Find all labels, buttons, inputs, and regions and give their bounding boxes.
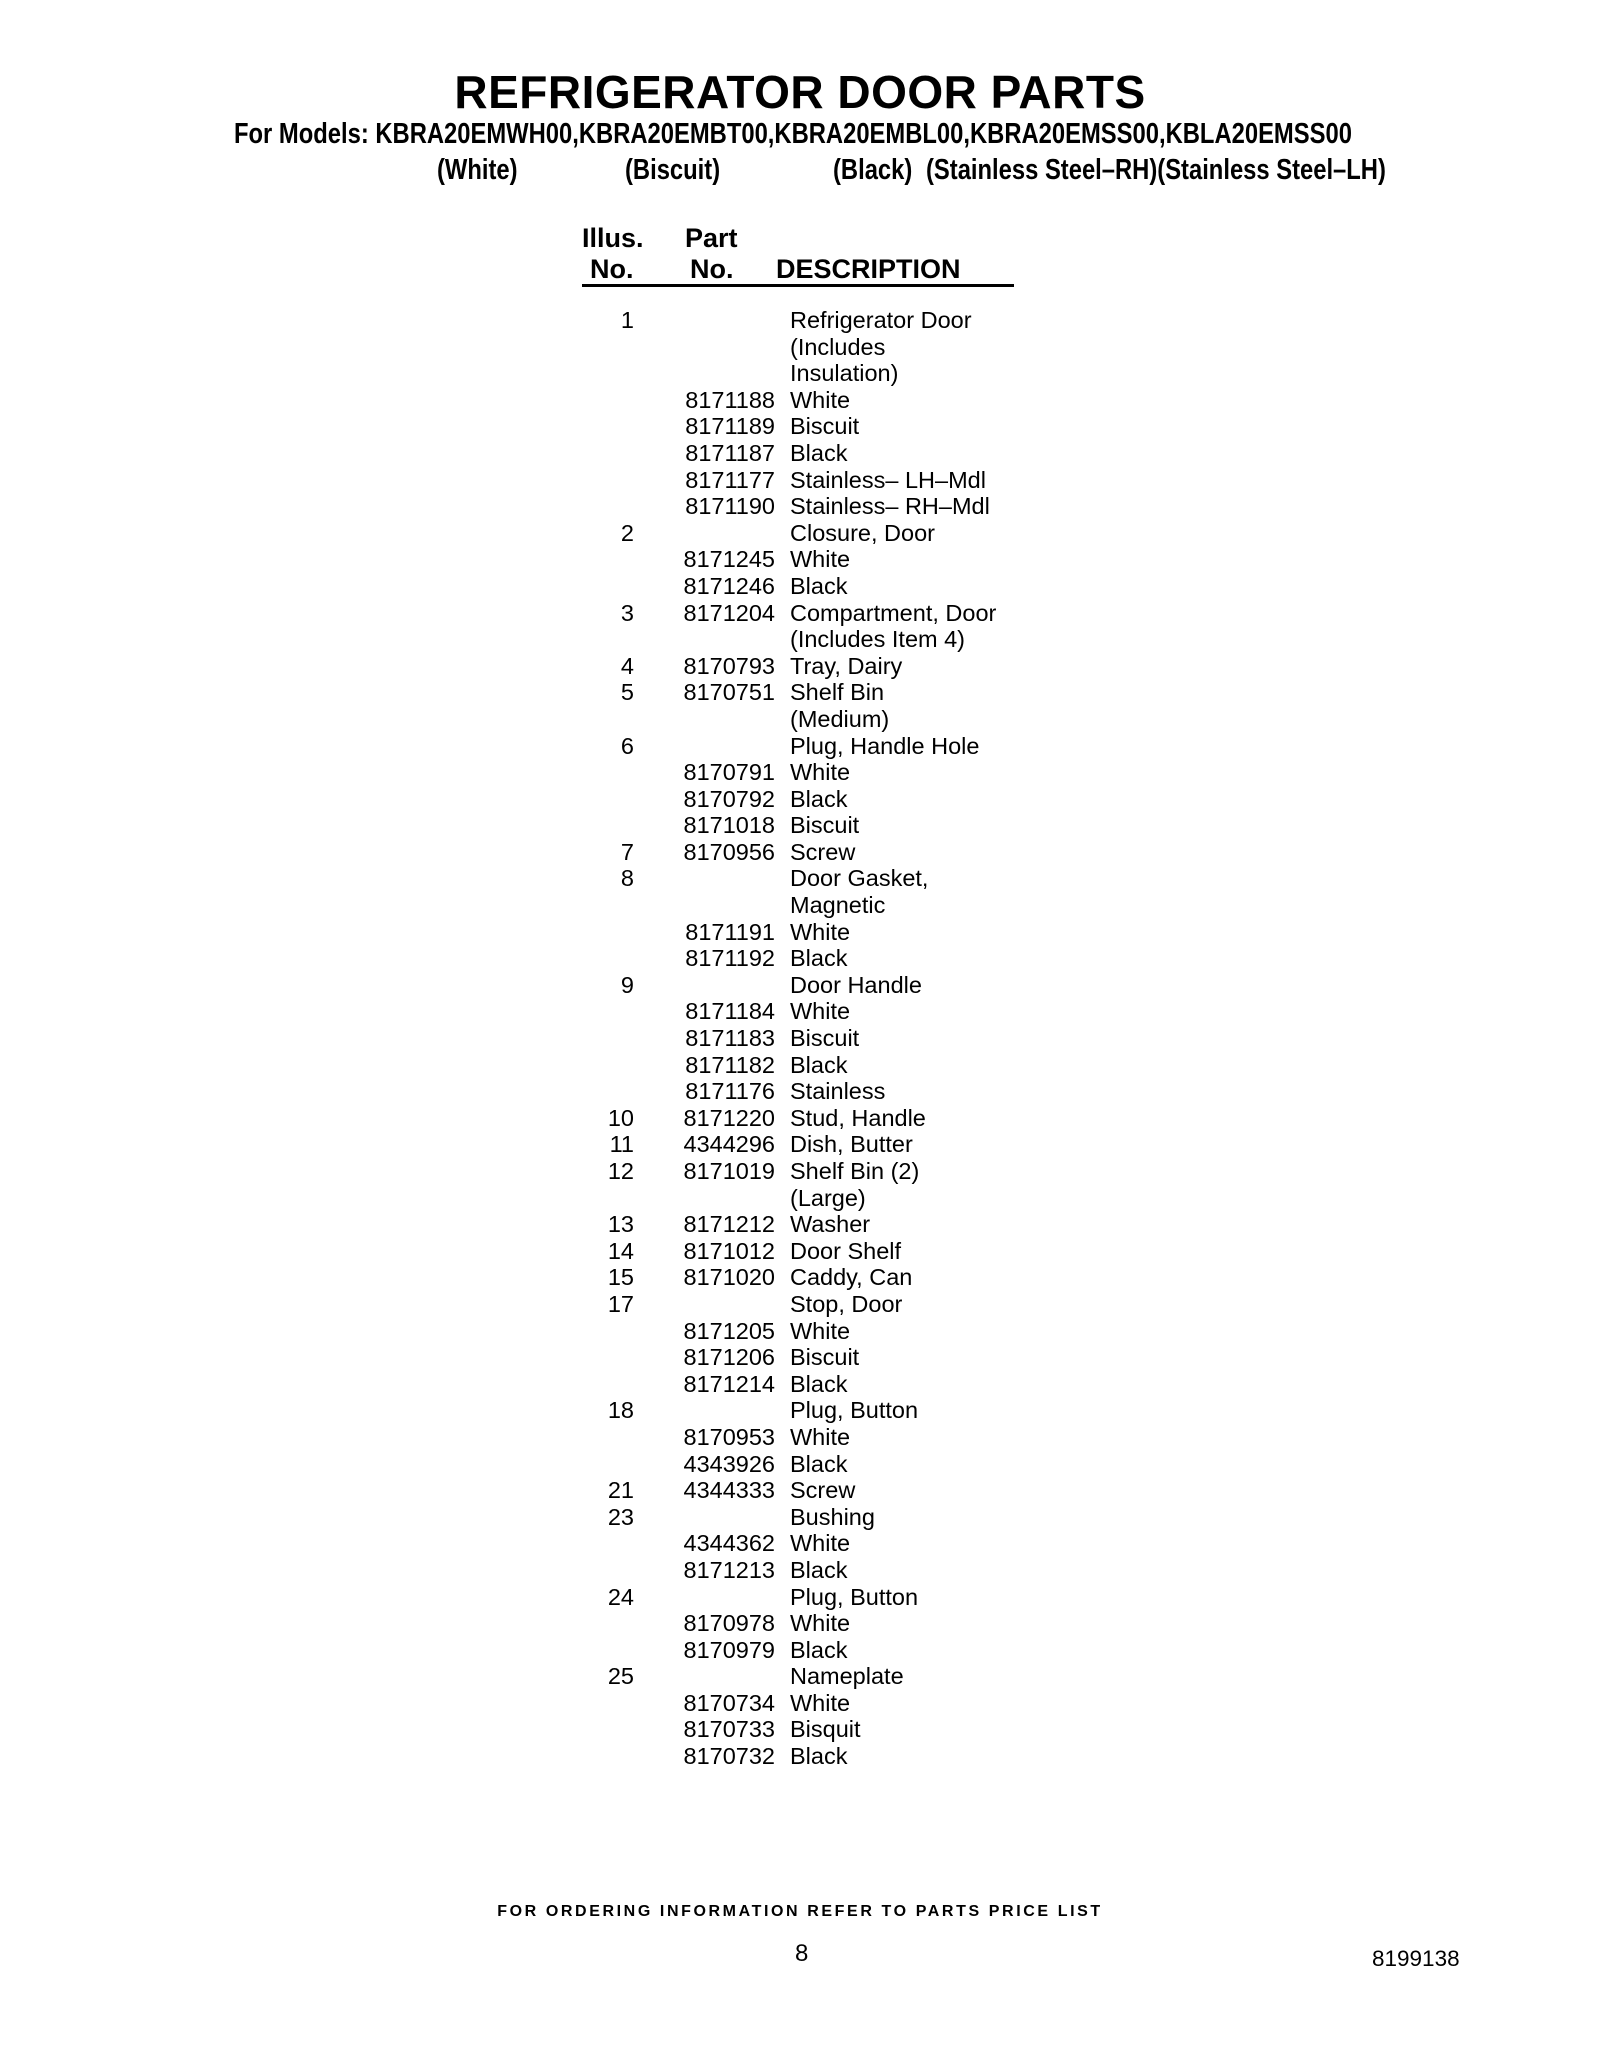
part-description: Black (790, 1450, 848, 1477)
part-description: White (790, 1423, 851, 1450)
illus-number: 21 (607, 1477, 634, 1504)
table-row (0, 972, 1600, 999)
table-row (0, 307, 1600, 334)
illus-number: 17 (607, 1290, 634, 1317)
table-row (0, 467, 1600, 494)
part-number: 8171182 (685, 1051, 775, 1078)
illus-number: 9 (620, 971, 634, 998)
part-number: 8170956 (683, 838, 775, 865)
table-row (0, 440, 1600, 467)
part-number: 4344296 (683, 1131, 775, 1158)
part-number: 8171212 (683, 1211, 775, 1238)
illus-number: 14 (607, 1237, 634, 1264)
part-description: Screw (790, 1477, 856, 1504)
part-description: (Medium) (790, 705, 890, 732)
illus-number: 2 (620, 519, 634, 546)
parts-list (0, 307, 1600, 1770)
part-number: 8171220 (683, 1104, 775, 1131)
part-description: Biscuit (790, 1344, 860, 1371)
table-row (0, 626, 1600, 653)
part-description: (Includes (790, 333, 886, 360)
part-number: 8171020 (683, 1264, 775, 1291)
part-description: Screw (790, 838, 856, 865)
header-rule (582, 284, 1014, 287)
table-row (0, 1211, 1600, 1238)
part-description: Shelf Bin (790, 679, 885, 706)
part-description: Caddy, Can (790, 1264, 913, 1291)
part-number: 8171191 (685, 918, 775, 945)
illus-number: 4 (620, 652, 634, 679)
part-description: Refrigerator Door (790, 307, 972, 333)
part-number: 8170751 (683, 679, 775, 706)
header-description: DESCRIPTION (776, 254, 961, 284)
table-row (0, 493, 1600, 520)
part-description: (Large) (790, 1184, 866, 1211)
part-description: Door Shelf (790, 1237, 902, 1264)
part-number: 8171188 (685, 386, 775, 413)
table-row (0, 1397, 1600, 1424)
part-number: 8171018 (683, 812, 775, 839)
table-row (0, 1424, 1600, 1451)
part-number: 8171213 (683, 1556, 775, 1583)
part-number: 8171177 (685, 466, 775, 493)
table-row (0, 998, 1600, 1025)
part-description: Stop, Door (790, 1290, 903, 1317)
part-description: Black (790, 572, 848, 599)
header-part-top: Part (685, 223, 738, 253)
table-row (0, 1371, 1600, 1398)
illus-number: 23 (607, 1503, 634, 1530)
table-row (0, 1451, 1600, 1478)
part-description: Black (790, 1051, 848, 1078)
table-row (0, 1291, 1600, 1318)
table-row (0, 919, 1600, 946)
part-description: Black (790, 439, 848, 466)
part-description: Plug, Button (790, 1583, 919, 1610)
table-row (0, 1158, 1600, 1185)
table-row (0, 1610, 1600, 1637)
part-number: 8170791 (683, 759, 775, 786)
part-number: 8171189 (685, 413, 775, 440)
part-number: 8171183 (685, 1025, 775, 1052)
part-number: 8170733 (683, 1716, 775, 1743)
page-number: 8 (795, 1940, 809, 1967)
table-row (0, 1584, 1600, 1611)
part-description: White (790, 386, 851, 413)
part-description: Stainless– LH–Mdl (790, 466, 986, 493)
table-row (0, 1743, 1600, 1770)
table-row (0, 1477, 1600, 1504)
part-description: Black (790, 945, 848, 972)
table-row (0, 387, 1600, 414)
table-row (0, 573, 1600, 600)
part-number: 8170732 (683, 1743, 775, 1770)
part-number: 8171246 (683, 572, 775, 599)
illus-number: 25 (607, 1663, 634, 1690)
table-row (0, 520, 1600, 547)
table-row (0, 1052, 1600, 1079)
table-row (0, 812, 1600, 839)
part-description: White (790, 759, 851, 786)
document-number: 8199138 (1372, 1946, 1460, 1971)
part-number: 4344362 (683, 1530, 775, 1557)
part-description: Tray, Dairy (790, 652, 903, 679)
table-row (0, 1344, 1600, 1371)
part-number: 4344333 (683, 1477, 775, 1504)
part-description: Compartment, Door (790, 599, 997, 626)
part-number: 8171205 (683, 1317, 775, 1344)
footer-note: FOR ORDERING INFORMATION REFER TO PARTS PRICE LIST (497, 1903, 1103, 1920)
table-row (0, 1105, 1600, 1132)
illus-number: 13 (607, 1211, 634, 1238)
header-illus-top: Illus. (582, 223, 644, 253)
table-row (0, 546, 1600, 573)
table-row (0, 334, 1600, 361)
part-number: 8171214 (683, 1370, 775, 1397)
part-number: 8170793 (683, 652, 775, 679)
table-row (0, 1690, 1600, 1717)
table-row (0, 1716, 1600, 1743)
illus-number: 10 (607, 1104, 634, 1131)
illus-number: 1 (620, 307, 634, 333)
part-description: Magnetic (790, 892, 886, 919)
part-number: 8171176 (685, 1078, 775, 1105)
table-row (0, 413, 1600, 440)
part-description: Stainless (790, 1078, 886, 1105)
part-number: 8170978 (683, 1610, 775, 1637)
header-illus-bottom: No. (590, 254, 634, 284)
table-row (0, 1637, 1600, 1664)
part-description: Black (790, 1556, 848, 1583)
part-description: White (790, 1530, 851, 1557)
variant-biscuit: (Biscuit) (625, 154, 721, 186)
table-row (0, 945, 1600, 972)
part-description: White (790, 546, 851, 573)
illus-number: 11 (609, 1131, 634, 1158)
illus-number: 12 (607, 1158, 634, 1184)
table-row (0, 892, 1600, 919)
table-row (0, 1663, 1600, 1690)
table-row (0, 1318, 1600, 1345)
part-description: Shelf Bin (2) (790, 1158, 920, 1184)
part-number: 8171206 (683, 1344, 775, 1371)
part-description: Dish, Butter (790, 1131, 913, 1158)
part-description: Stainless– RH–Mdl (790, 493, 990, 520)
part-description: Biscuit (790, 1025, 860, 1052)
part-description: Black (790, 1636, 848, 1663)
illus-number: 15 (607, 1264, 634, 1291)
part-description: Black (790, 785, 848, 812)
variant-stainless: (Stainless Steel–RH)(Stainless Steel–LH) (926, 154, 1386, 186)
table-row (0, 653, 1600, 680)
part-number: 8171245 (683, 546, 775, 573)
variant-black: (Black) (833, 154, 913, 186)
part-description: White (790, 998, 851, 1025)
part-description: Bisquit (790, 1716, 861, 1743)
part-number: 8171190 (685, 493, 775, 520)
part-description: Plug, Handle Hole (790, 732, 980, 759)
illus-number: 3 (620, 599, 634, 626)
table-row (0, 706, 1600, 733)
part-description: Closure, Door (790, 519, 935, 546)
illus-number: 18 (607, 1397, 634, 1424)
table-row (0, 360, 1600, 387)
part-description: White (790, 1610, 851, 1637)
part-description: Biscuit (790, 812, 860, 839)
part-description: Plug, Button (790, 1397, 919, 1424)
part-description: Door Gasket, (790, 865, 929, 892)
part-number: 8171019 (683, 1158, 775, 1184)
table-row (0, 865, 1600, 892)
table-row (0, 1131, 1600, 1158)
part-description: Biscuit (790, 413, 860, 440)
part-number: 8170734 (683, 1689, 775, 1716)
table-row (0, 679, 1600, 706)
part-number: 8171184 (685, 998, 775, 1025)
part-description: Bushing (790, 1503, 875, 1530)
part-number: 8170953 (683, 1423, 775, 1450)
illus-number: 6 (620, 732, 634, 759)
page-title: REFRIGERATOR DOOR PARTS (454, 66, 1146, 118)
part-number: 8171012 (683, 1237, 775, 1264)
part-description: Nameplate (790, 1663, 904, 1690)
table-row (0, 786, 1600, 813)
table-row (0, 1078, 1600, 1105)
illus-number: 7 (620, 838, 634, 865)
table-row (0, 1264, 1600, 1291)
variant-white: (White) (437, 154, 518, 186)
part-number: 8171187 (685, 439, 775, 466)
part-description: Black (790, 1743, 848, 1770)
illus-number: 8 (620, 865, 634, 892)
part-number: 4343926 (683, 1450, 775, 1477)
part-description: Washer (790, 1211, 871, 1238)
part-description: Stud, Handle (790, 1104, 926, 1131)
part-description: Black (790, 1370, 848, 1397)
table-row (0, 1185, 1600, 1212)
part-number: 8170792 (683, 785, 775, 812)
illus-number: 24 (607, 1583, 634, 1610)
part-description: Door Handle (790, 971, 922, 998)
table-row (0, 600, 1600, 627)
part-description: White (790, 1689, 851, 1716)
part-description: White (790, 1317, 851, 1344)
table-row (0, 839, 1600, 866)
header-part-bottom: No. (690, 254, 734, 284)
table-row (0, 759, 1600, 786)
illus-number: 5 (620, 679, 634, 706)
part-number: 8171204 (683, 599, 775, 626)
table-row (0, 1504, 1600, 1531)
table-row (0, 1557, 1600, 1584)
table-row (0, 1530, 1600, 1557)
table-row (0, 733, 1600, 760)
table-row (0, 1238, 1600, 1265)
part-description: Insulation) (790, 360, 899, 387)
models-line: For Models: KBRA20EMWH00,KBRA20EMBT00,KBRA20EMBL00,KBRA20EMSS00,KBLA20EMSS00 (234, 118, 1352, 150)
part-number: 8171192 (685, 945, 775, 972)
table-row (0, 1025, 1600, 1052)
part-description: White (790, 918, 851, 945)
part-number: 8170979 (683, 1636, 775, 1663)
part-description: (Includes Item 4) (790, 626, 966, 653)
